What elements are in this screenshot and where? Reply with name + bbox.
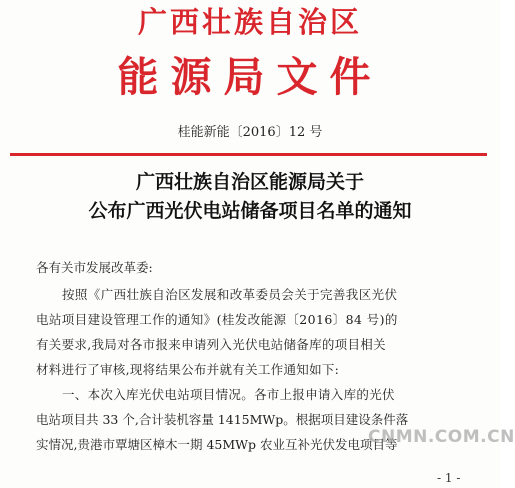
notice-title-line-2: 公布广西光伏电站储备项目名单的通知 — [88, 200, 412, 222]
red-divider-line — [10, 153, 487, 156]
body-text-line: 有关要求,我局对各市报来申请列入光伏电站储备库的项目相关 — [36, 337, 386, 352]
body-text-line: 电站项目共 33 个,合计装机容量 1415MWp。根据项目建设条件落 — [36, 412, 409, 427]
body-text-line: 材料进行了审核,现将结果公布并就有关工作通知如下: — [36, 362, 340, 377]
body-text-line: 电站项目建设管理工作的通知》(桂发改能源〔2016〕84 号)的 — [36, 312, 398, 327]
notice-title-line-1: 广西壮族自治区能源局关于 — [135, 171, 364, 193]
body-text-line: 按照《广西壮族自治区发展和改革委员会关于完善我区光伏 — [62, 287, 398, 302]
body-text-line: 实情况,贵港市覃塘区樟木一期 45MWp 农业互补光伏发电项目等 — [36, 437, 398, 452]
site-watermark: CNMN.COM.CN — [368, 427, 515, 447]
page-number: - 1 - — [437, 471, 461, 485]
issuer-name: 广西壮族自治区 — [137, 5, 362, 39]
document-type-heading: 能源局文件 — [117, 53, 383, 101]
document-number: 桂能新能〔2016〕12 号 — [177, 125, 323, 140]
salutation: 各有关市发展改革委: — [36, 260, 153, 275]
body-text-line: 一、本次入库光伏电站项目情况。各市上报申请入库的光伏 — [62, 387, 395, 402]
